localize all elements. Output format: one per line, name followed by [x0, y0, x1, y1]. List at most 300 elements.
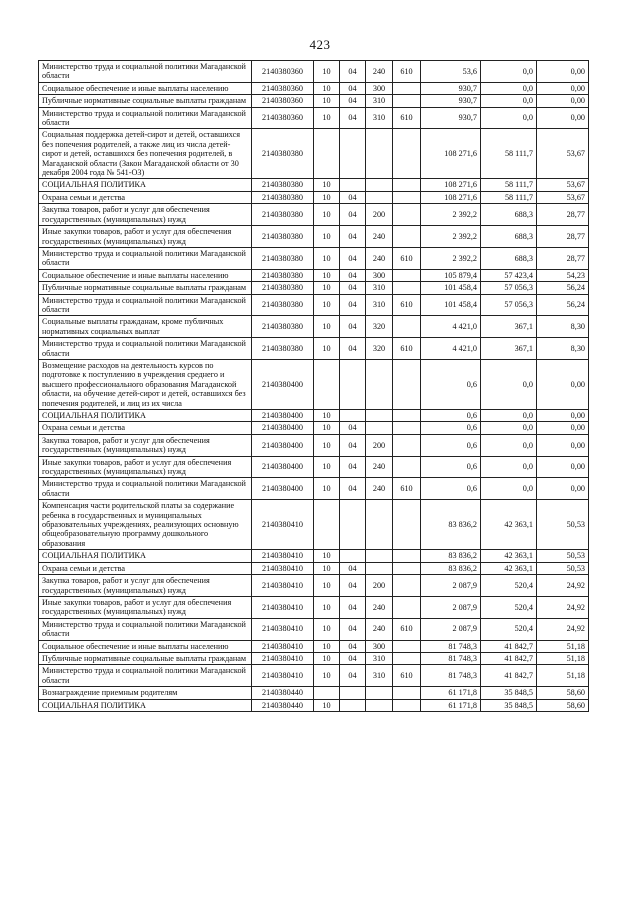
row-expense-type: 200 — [366, 204, 393, 226]
row-percent: 0,00 — [537, 61, 589, 83]
table-row — [39, 204, 589, 226]
table-row — [39, 61, 589, 83]
row-kosgu — [393, 129, 421, 179]
row-code: 2140380380 — [252, 282, 314, 294]
row-plan: 108 271,6 — [421, 191, 481, 203]
row-subsection — [340, 699, 366, 711]
row-plan: 61 171,8 — [421, 687, 481, 699]
row-percent: 53,67 — [537, 129, 589, 179]
row-plan: 930,7 — [421, 95, 481, 107]
row-percent: 56,24 — [537, 294, 589, 316]
row-section: 10 — [314, 294, 340, 316]
row-section: 10 — [314, 95, 340, 107]
row-expense-type: 300 — [366, 82, 393, 94]
row-section: 10 — [314, 316, 340, 338]
row-kosgu — [393, 596, 421, 618]
row-plan: 0,6 — [421, 410, 481, 422]
row-section: 10 — [314, 82, 340, 94]
row-kosgu: 610 — [393, 665, 421, 687]
row-code: 2140380410 — [252, 562, 314, 574]
table-row — [39, 562, 589, 574]
row-plan: 2 087,9 — [421, 618, 481, 640]
row-plan: 0,6 — [421, 456, 481, 478]
row-fact: 58 111,7 — [481, 191, 537, 203]
row-code: 2140380380 — [252, 294, 314, 316]
row-percent: 24,92 — [537, 575, 589, 597]
row-subsection — [340, 550, 366, 562]
row-percent: 50,53 — [537, 550, 589, 562]
row-name: Публичные нормативные социальные выплаты гражданам — [39, 282, 252, 294]
table-body — [39, 61, 589, 712]
row-subsection — [340, 129, 366, 179]
row-percent: 0,00 — [537, 478, 589, 500]
row-kosgu — [393, 699, 421, 711]
table-row — [39, 294, 589, 316]
row-fact: 0,0 — [481, 82, 537, 94]
row-code: 2140380360 — [252, 82, 314, 94]
row-fact: 520,4 — [481, 618, 537, 640]
row-code: 2140380360 — [252, 95, 314, 107]
row-code: 2140380380 — [252, 129, 314, 179]
table-row — [39, 179, 589, 191]
row-section: 10 — [314, 338, 340, 360]
row-kosgu: 610 — [393, 107, 421, 129]
table-row — [39, 95, 589, 107]
row-kosgu — [393, 95, 421, 107]
row-name: Социальные выплаты гражданам, кроме публичных нормативных социальных выплат — [39, 316, 252, 338]
row-subsection — [340, 410, 366, 422]
row-percent: 56,24 — [537, 282, 589, 294]
row-expense-type: 310 — [366, 652, 393, 664]
row-expense-type: 200 — [366, 434, 393, 456]
row-subsection: 04 — [340, 316, 366, 338]
row-expense-type: 300 — [366, 269, 393, 281]
row-plan: 53,6 — [421, 61, 481, 83]
row-fact: 0,0 — [481, 456, 537, 478]
row-kosgu — [393, 456, 421, 478]
row-section: 10 — [314, 456, 340, 478]
row-percent: 8,30 — [537, 338, 589, 360]
row-expense-type: 240 — [366, 247, 393, 269]
row-kosgu: 610 — [393, 294, 421, 316]
row-subsection: 04 — [340, 204, 366, 226]
row-plan: 2 087,9 — [421, 575, 481, 597]
row-name: Иные закупки товаров, работ и услуг для обеспечения государственных (муниципальных) нужд — [39, 226, 252, 248]
row-plan: 2 392,2 — [421, 204, 481, 226]
row-percent: 0,00 — [537, 107, 589, 129]
row-percent: 24,92 — [537, 618, 589, 640]
row-expense-type: 310 — [366, 665, 393, 687]
row-code: 2140380410 — [252, 596, 314, 618]
row-expense-type: 240 — [366, 478, 393, 500]
row-fact: 0,0 — [481, 107, 537, 129]
row-plan: 83 836,2 — [421, 500, 481, 550]
row-name: Публичные нормативные социальные выплаты гражданам — [39, 95, 252, 107]
row-subsection: 04 — [340, 562, 366, 574]
row-plan: 101 458,4 — [421, 282, 481, 294]
row-section: 10 — [314, 282, 340, 294]
row-code: 2140380440 — [252, 687, 314, 699]
row-plan: 81 748,3 — [421, 640, 481, 652]
row-expense-type: 310 — [366, 95, 393, 107]
row-name: Министерство труда и социальной политики Магаданской области — [39, 478, 252, 500]
row-code: 2140380400 — [252, 410, 314, 422]
row-expense-type: 200 — [366, 575, 393, 597]
row-plan: 2 392,2 — [421, 226, 481, 248]
table-row — [39, 269, 589, 281]
table-row — [39, 191, 589, 203]
row-section: 10 — [314, 550, 340, 562]
row-name: СОЦИАЛЬНАЯ ПОЛИТИКА — [39, 550, 252, 562]
row-name: Закупка товаров, работ и услуг для обеспечения государственных (муниципальных) нужд — [39, 434, 252, 456]
row-name: Министерство труда и социальной политики Магаданской области — [39, 247, 252, 269]
row-expense-type: 320 — [366, 316, 393, 338]
row-expense-type: 310 — [366, 282, 393, 294]
row-subsection: 04 — [340, 226, 366, 248]
row-kosgu — [393, 282, 421, 294]
row-subsection: 04 — [340, 338, 366, 360]
row-fact: 0,0 — [481, 478, 537, 500]
table-row — [39, 478, 589, 500]
row-code: 2140380400 — [252, 422, 314, 434]
row-plan: 4 421,0 — [421, 316, 481, 338]
row-kosgu — [393, 204, 421, 226]
row-subsection: 04 — [340, 269, 366, 281]
row-section — [314, 359, 340, 409]
row-plan: 61 171,8 — [421, 699, 481, 711]
row-percent: 28,77 — [537, 226, 589, 248]
row-kosgu: 610 — [393, 478, 421, 500]
row-fact: 0,0 — [481, 359, 537, 409]
row-subsection: 04 — [340, 596, 366, 618]
row-name: Социальное обеспечение и иные выплаты населению — [39, 82, 252, 94]
row-fact: 520,4 — [481, 596, 537, 618]
row-code: 2140380380 — [252, 247, 314, 269]
row-subsection: 04 — [340, 456, 366, 478]
table-row — [39, 247, 589, 269]
table-row — [39, 359, 589, 409]
row-subsection — [340, 500, 366, 550]
row-fact: 42 363,1 — [481, 500, 537, 550]
table-row — [39, 282, 589, 294]
row-kosgu — [393, 316, 421, 338]
row-code: 2140380380 — [252, 191, 314, 203]
row-subsection: 04 — [340, 665, 366, 687]
row-expense-type — [366, 191, 393, 203]
row-fact: 41 842,7 — [481, 665, 537, 687]
row-plan: 2 392,2 — [421, 247, 481, 269]
row-code: 2140380400 — [252, 434, 314, 456]
table-row — [39, 618, 589, 640]
row-percent: 28,77 — [537, 204, 589, 226]
table-row — [39, 456, 589, 478]
row-expense-type: 300 — [366, 640, 393, 652]
row-code: 2140380380 — [252, 338, 314, 360]
row-percent: 50,53 — [537, 500, 589, 550]
table-row — [39, 316, 589, 338]
row-kosgu — [393, 191, 421, 203]
row-fact: 0,0 — [481, 434, 537, 456]
row-percent: 53,67 — [537, 179, 589, 191]
row-plan: 105 879,4 — [421, 269, 481, 281]
row-name: Вознаграждение приемным родителям — [39, 687, 252, 699]
row-subsection: 04 — [340, 82, 366, 94]
row-name: Иные закупки товаров, работ и услуг для обеспечения государственных (муниципальных) нужд — [39, 596, 252, 618]
row-code: 2140380400 — [252, 456, 314, 478]
row-name: Министерство труда и социальной политики Магаданской области — [39, 294, 252, 316]
row-subsection: 04 — [340, 107, 366, 129]
row-percent: 51,18 — [537, 640, 589, 652]
row-fact: 0,0 — [481, 61, 537, 83]
row-kosgu: 610 — [393, 61, 421, 83]
row-name: Министерство труда и социальной политики Магаданской области — [39, 338, 252, 360]
row-code: 2140380410 — [252, 640, 314, 652]
table-row — [39, 129, 589, 179]
row-percent: 0,00 — [537, 95, 589, 107]
row-plan: 81 748,3 — [421, 652, 481, 664]
row-section — [314, 687, 340, 699]
row-name: Закупка товаров, работ и услуг для обеспечения государственных (муниципальных) нужд — [39, 204, 252, 226]
row-plan: 2 087,9 — [421, 596, 481, 618]
row-plan: 101 458,4 — [421, 294, 481, 316]
row-fact: 688,3 — [481, 226, 537, 248]
row-kosgu — [393, 269, 421, 281]
table-row — [39, 652, 589, 664]
row-kosgu — [393, 422, 421, 434]
row-subsection — [340, 687, 366, 699]
row-section: 10 — [314, 191, 340, 203]
row-percent: 8,30 — [537, 316, 589, 338]
row-code: 2140380410 — [252, 500, 314, 550]
row-percent: 50,53 — [537, 562, 589, 574]
row-kosgu — [393, 82, 421, 94]
row-fact: 57 423,4 — [481, 269, 537, 281]
row-section: 10 — [314, 562, 340, 574]
row-percent: 28,77 — [537, 247, 589, 269]
row-name: Социальное обеспечение и иные выплаты населению — [39, 640, 252, 652]
table-row — [39, 338, 589, 360]
row-plan: 81 748,3 — [421, 665, 481, 687]
row-name: СОЦИАЛЬНАЯ ПОЛИТИКА — [39, 699, 252, 711]
table-row — [39, 596, 589, 618]
row-kosgu — [393, 226, 421, 248]
row-fact: 0,0 — [481, 422, 537, 434]
row-code: 2140380440 — [252, 699, 314, 711]
row-fact: 35 848,5 — [481, 687, 537, 699]
row-section: 10 — [314, 107, 340, 129]
row-fact: 57 056,3 — [481, 294, 537, 316]
row-code: 2140380380 — [252, 269, 314, 281]
row-section: 10 — [314, 596, 340, 618]
row-subsection: 04 — [340, 422, 366, 434]
row-subsection: 04 — [340, 434, 366, 456]
row-section: 10 — [314, 434, 340, 456]
row-expense-type — [366, 410, 393, 422]
row-name: Социальная поддержка детей-сирот и детей, оставшихся без попечения родителей, а также лиц из числа детей-сирот и детей, оставшихся без попечения родителей, в Магаданской области (Закон Магаданской области от 30 декабря 2004 года № 541-ОЗ) — [39, 129, 252, 179]
row-kosgu: 610 — [393, 618, 421, 640]
row-name: Компенсация части родительской платы за содержание ребенка в государственных и муниципальных образовательных учреждениях, реализующих основную общеобразовательную программу дошкольного образования — [39, 500, 252, 550]
row-subsection: 04 — [340, 575, 366, 597]
row-section: 10 — [314, 618, 340, 640]
row-percent: 0,00 — [537, 422, 589, 434]
table-row — [39, 687, 589, 699]
row-section: 10 — [314, 204, 340, 226]
row-code: 2140380410 — [252, 575, 314, 597]
row-subsection: 04 — [340, 247, 366, 269]
row-percent: 0,00 — [537, 434, 589, 456]
row-fact: 41 842,7 — [481, 640, 537, 652]
row-subsection: 04 — [340, 294, 366, 316]
row-subsection: 04 — [340, 191, 366, 203]
row-plan: 930,7 — [421, 107, 481, 129]
row-expense-type: 240 — [366, 456, 393, 478]
row-code: 2140380380 — [252, 316, 314, 338]
row-expense-type: 240 — [366, 618, 393, 640]
row-name: Министерство труда и социальной политики Магаданской области — [39, 618, 252, 640]
table-row — [39, 434, 589, 456]
row-section: 10 — [314, 640, 340, 652]
row-section — [314, 500, 340, 550]
row-name: Социальное обеспечение и иные выплаты населению — [39, 269, 252, 281]
row-subsection: 04 — [340, 95, 366, 107]
row-kosgu — [393, 640, 421, 652]
row-section: 10 — [314, 247, 340, 269]
row-plan: 0,6 — [421, 422, 481, 434]
row-percent: 24,92 — [537, 596, 589, 618]
row-name: Публичные нормативные социальные выплаты гражданам — [39, 652, 252, 664]
row-expense-type — [366, 422, 393, 434]
row-fact: 42 363,1 — [481, 562, 537, 574]
row-name: Охрана семьи и детства — [39, 422, 252, 434]
row-percent: 51,18 — [537, 665, 589, 687]
row-percent: 0,00 — [537, 82, 589, 94]
row-expense-type: 310 — [366, 107, 393, 129]
row-fact: 57 056,3 — [481, 282, 537, 294]
row-kosgu — [393, 687, 421, 699]
row-expense-type — [366, 359, 393, 409]
row-section: 10 — [314, 61, 340, 83]
budget-table — [38, 60, 589, 712]
row-percent: 0,00 — [537, 410, 589, 422]
row-section: 10 — [314, 422, 340, 434]
table-row — [39, 226, 589, 248]
row-expense-type: 240 — [366, 226, 393, 248]
row-section: 10 — [314, 478, 340, 500]
row-code: 2140380410 — [252, 652, 314, 664]
row-section: 10 — [314, 410, 340, 422]
table-row — [39, 82, 589, 94]
row-kosgu — [393, 359, 421, 409]
row-fact: 367,1 — [481, 338, 537, 360]
row-subsection: 04 — [340, 640, 366, 652]
row-subsection: 04 — [340, 478, 366, 500]
row-expense-type: 320 — [366, 338, 393, 360]
row-name: Министерство труда и социальной политики Магаданской области — [39, 665, 252, 687]
row-plan: 83 836,2 — [421, 550, 481, 562]
row-expense-type — [366, 550, 393, 562]
table-row — [39, 640, 589, 652]
row-section: 10 — [314, 665, 340, 687]
row-subsection — [340, 359, 366, 409]
row-fact: 367,1 — [481, 316, 537, 338]
table-row — [39, 500, 589, 550]
row-plan: 108 271,6 — [421, 129, 481, 179]
row-kosgu — [393, 550, 421, 562]
row-kosgu — [393, 410, 421, 422]
row-expense-type — [366, 687, 393, 699]
row-code: 2140380410 — [252, 550, 314, 562]
row-expense-type: 240 — [366, 596, 393, 618]
row-expense-type — [366, 179, 393, 191]
row-subsection: 04 — [340, 652, 366, 664]
row-fact: 0,0 — [481, 410, 537, 422]
row-fact: 58 111,7 — [481, 129, 537, 179]
row-percent: 53,67 — [537, 191, 589, 203]
row-subsection: 04 — [340, 618, 366, 640]
row-fact: 42 363,1 — [481, 550, 537, 562]
table-row — [39, 665, 589, 687]
row-fact: 688,3 — [481, 204, 537, 226]
table-row — [39, 699, 589, 711]
row-kosgu — [393, 434, 421, 456]
row-subsection: 04 — [340, 282, 366, 294]
row-section: 10 — [314, 226, 340, 248]
row-code: 2140380360 — [252, 107, 314, 129]
row-kosgu — [393, 562, 421, 574]
row-code: 2140380400 — [252, 359, 314, 409]
row-fact: 0,0 — [481, 95, 537, 107]
row-fact: 41 842,7 — [481, 652, 537, 664]
row-name: Возмещение расходов на деятельность курсов по подготовке к поступлению в учреждения среднего и высшего профессионального образования Магаданской области, на обучение детей-сирот и детей, оставшихся без попечения родителей, и лиц из их числа — [39, 359, 252, 409]
row-fact: 520,4 — [481, 575, 537, 597]
row-expense-type — [366, 129, 393, 179]
row-code: 2140380400 — [252, 478, 314, 500]
row-plan: 108 271,6 — [421, 179, 481, 191]
row-subsection — [340, 179, 366, 191]
row-kosgu: 610 — [393, 247, 421, 269]
row-percent: 51,18 — [537, 652, 589, 664]
table-row — [39, 410, 589, 422]
row-kosgu — [393, 500, 421, 550]
row-name: Министерство труда и социальной политики Магаданской области — [39, 107, 252, 129]
page-number: 423 — [309, 37, 331, 52]
row-section: 10 — [314, 575, 340, 597]
table-row — [39, 107, 589, 129]
row-kosgu — [393, 652, 421, 664]
row-fact: 58 111,7 — [481, 179, 537, 191]
row-fact: 688,3 — [481, 247, 537, 269]
row-expense-type: 310 — [366, 294, 393, 316]
row-fact: 35 848,5 — [481, 699, 537, 711]
row-plan: 0,6 — [421, 359, 481, 409]
row-percent: 58,60 — [537, 699, 589, 711]
row-section: 10 — [314, 179, 340, 191]
row-plan: 0,6 — [421, 434, 481, 456]
row-plan: 4 421,0 — [421, 338, 481, 360]
table-row — [39, 575, 589, 597]
row-percent: 54,23 — [537, 269, 589, 281]
row-percent: 0,00 — [537, 359, 589, 409]
row-name: Охрана семьи и детства — [39, 562, 252, 574]
row-plan: 0,6 — [421, 478, 481, 500]
row-name: СОЦИАЛЬНАЯ ПОЛИТИКА — [39, 179, 252, 191]
row-expense-type: 240 — [366, 61, 393, 83]
row-kosgu — [393, 575, 421, 597]
row-section: 10 — [314, 652, 340, 664]
row-percent: 58,60 — [537, 687, 589, 699]
row-name: СОЦИАЛЬНАЯ ПОЛИТИКА — [39, 410, 252, 422]
row-section: 10 — [314, 269, 340, 281]
